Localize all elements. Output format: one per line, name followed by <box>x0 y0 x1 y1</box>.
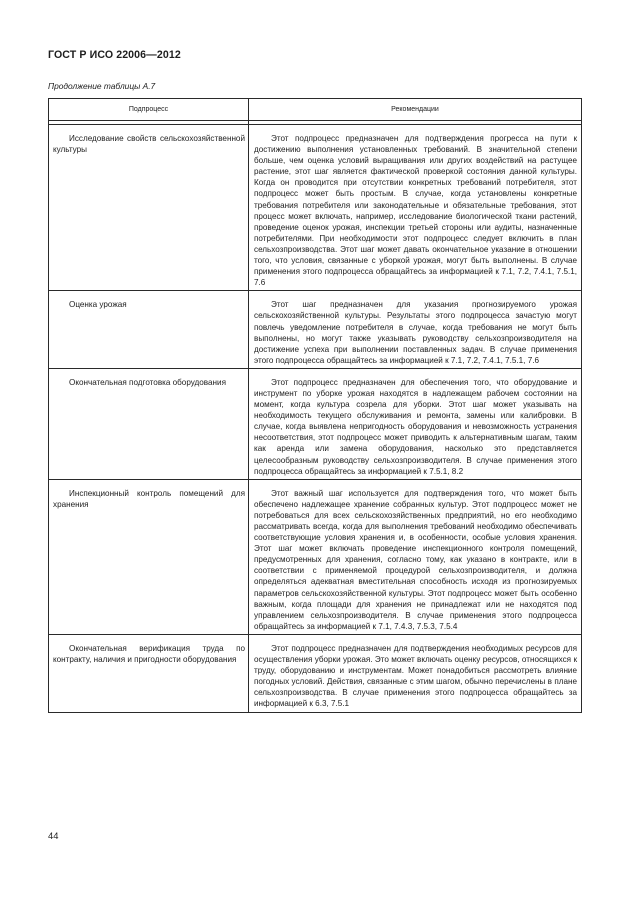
table-row <box>49 479 582 634</box>
recommendation-cell: Этот важный шаг используется для подтверждения того, что может быть обеспечено надлежащее хранение собранных культур. Этот подпроцесс может не потребоваться для всех сельскохозяйственных предприятий, но его необходимо рассматривать всегда, когда для выполнения требований необходимо обеспечивать соответствующие условия хранения и, в особенности, особые условия хранения. Этот шаг может включать проведение инспекционного контроля помещений, предусмотренных для хранения, согласно тому, как указано в контракте, или в соответствии с применяемой процедурой сельхозпроизводителя, и должна определяться адекватная вместительная способность исходя из прогнозируемых параметров сельскохозяйственной культуры. Этот подпроцесс может быть особенно важным, когда площади для хранения не принадлежат или не находятся под управлением сельхозпроизводителя. В случае применения этого подпроцесса обращайтесь за информацией к 7.1, 7.4.3, 7.5.3, 7.5.4 <box>249 479 582 634</box>
table-row <box>49 125 582 291</box>
recommendations-table <box>48 98 582 713</box>
table-caption: Продолжение таблицы А.7 <box>48 81 156 91</box>
recommendation-cell: Этот подпроцесс предназначен для подтверждения необходимых ресурсов для осуществления уборки урожая. Это может включать оценку ресурсов, относящихся к труду, оборудованию и инструментам. Может понадобиться рассмотреть влияние погодных условий. Действия, связанные с этим шагом, обычно перечислены в плане сельхозпроизводства. В случае применения этого подпроцесса обращайтесь за информацией к 6.3, 7.5.1 <box>249 634 582 712</box>
subprocess-cell: Исследование свойств сельскохозяйственной культуры <box>49 125 249 291</box>
recommendation-cell: Этот подпроцесс предназначен для обеспечения того, что оборудование и инструмент по уборке урожая находятся в надлежащем рабочем состоянии на момент, когда культура созрела для уборки. Этот шаг может указывать на необходимость текущего обслуживания и ремонта, замены или калибровки. В случае, когда выявлена непригодность оборудования и невозможность устранения несоответствия, этот подпроцесс может приводить к альтернативным шагам, таким как аренда или замена оборудования, насколько это представляется целесообразным руководству сельхозпроизводителя. В случае применения этого подпроцесса обращайтесь за информацией к 7.5.1, 8.2 <box>249 368 582 479</box>
recommendation-cell: Этот шаг предназначен для указания прогнозируемого урожая сельскохозяйственной культуры. Результаты этого подпроцесса зачастую могут повлечь уведомление потребителя в случае, когда требования не могут быть выполнены, но могут также указывать руководству сельхозпроизводителя на достижение успеха при выполнении поставленных задач. В случае применения этого подпроцесса обращайтесь за информацией к 7.1, 7.2, 7.4.1, 7.5.1, 7.6 <box>249 291 582 369</box>
table-row <box>49 634 582 712</box>
column-header-recommendation: Рекомендации <box>249 99 582 121</box>
subprocess-cell: Окончательная подготовка оборудования <box>49 368 249 479</box>
recommendation-cell: Этот подпроцесс предназначен для подтверждения прогресса на пути к достижению выполнения установленных требований. В значительной степени больше, чем оценка условий выращивания или других воздействий на растущее растение, этот шаг является фактической проверкой состояния данной культуры. Когда он проводится при отсутствии конкретных требований потребителя, этот подпроцесс может быть простым. В случае, когда установлены конкретные требования потребителя или законодательные и обязательные требования, этот процесс может включать, например, исследование биологической ткани растений, проведение оценок урожая, инспекции третьей стороны или аудиты, назначенные потребителями. При необходимости этот подпроцесс следует включить в план сельхозпроизводства. Этот шаг может давать окончательное указание в отношении того, что условия, связанные с уборкой урожая, могут быть выполнены. В случае применения этого подпроцесса обращайтесь за информацией к 7.1, 7.2, 7.4.1, 7.5.1, 7.6 <box>249 125 582 291</box>
page-number: 44 <box>48 830 59 841</box>
table-row <box>49 368 582 479</box>
subprocess-cell: Инспекционный контроль помещений для хранения <box>49 479 249 634</box>
subprocess-cell: Оценка урожая <box>49 291 249 369</box>
column-header-subprocess: Подпроцесс <box>49 99 249 121</box>
standard-code: ГОСТ Р ИСО 22006—2012 <box>48 49 181 61</box>
subprocess-cell: Окончательная верификация труда по контракту, наличия и пригодности оборудования <box>49 634 249 712</box>
table-header-row <box>49 99 582 121</box>
table-row <box>49 291 582 369</box>
